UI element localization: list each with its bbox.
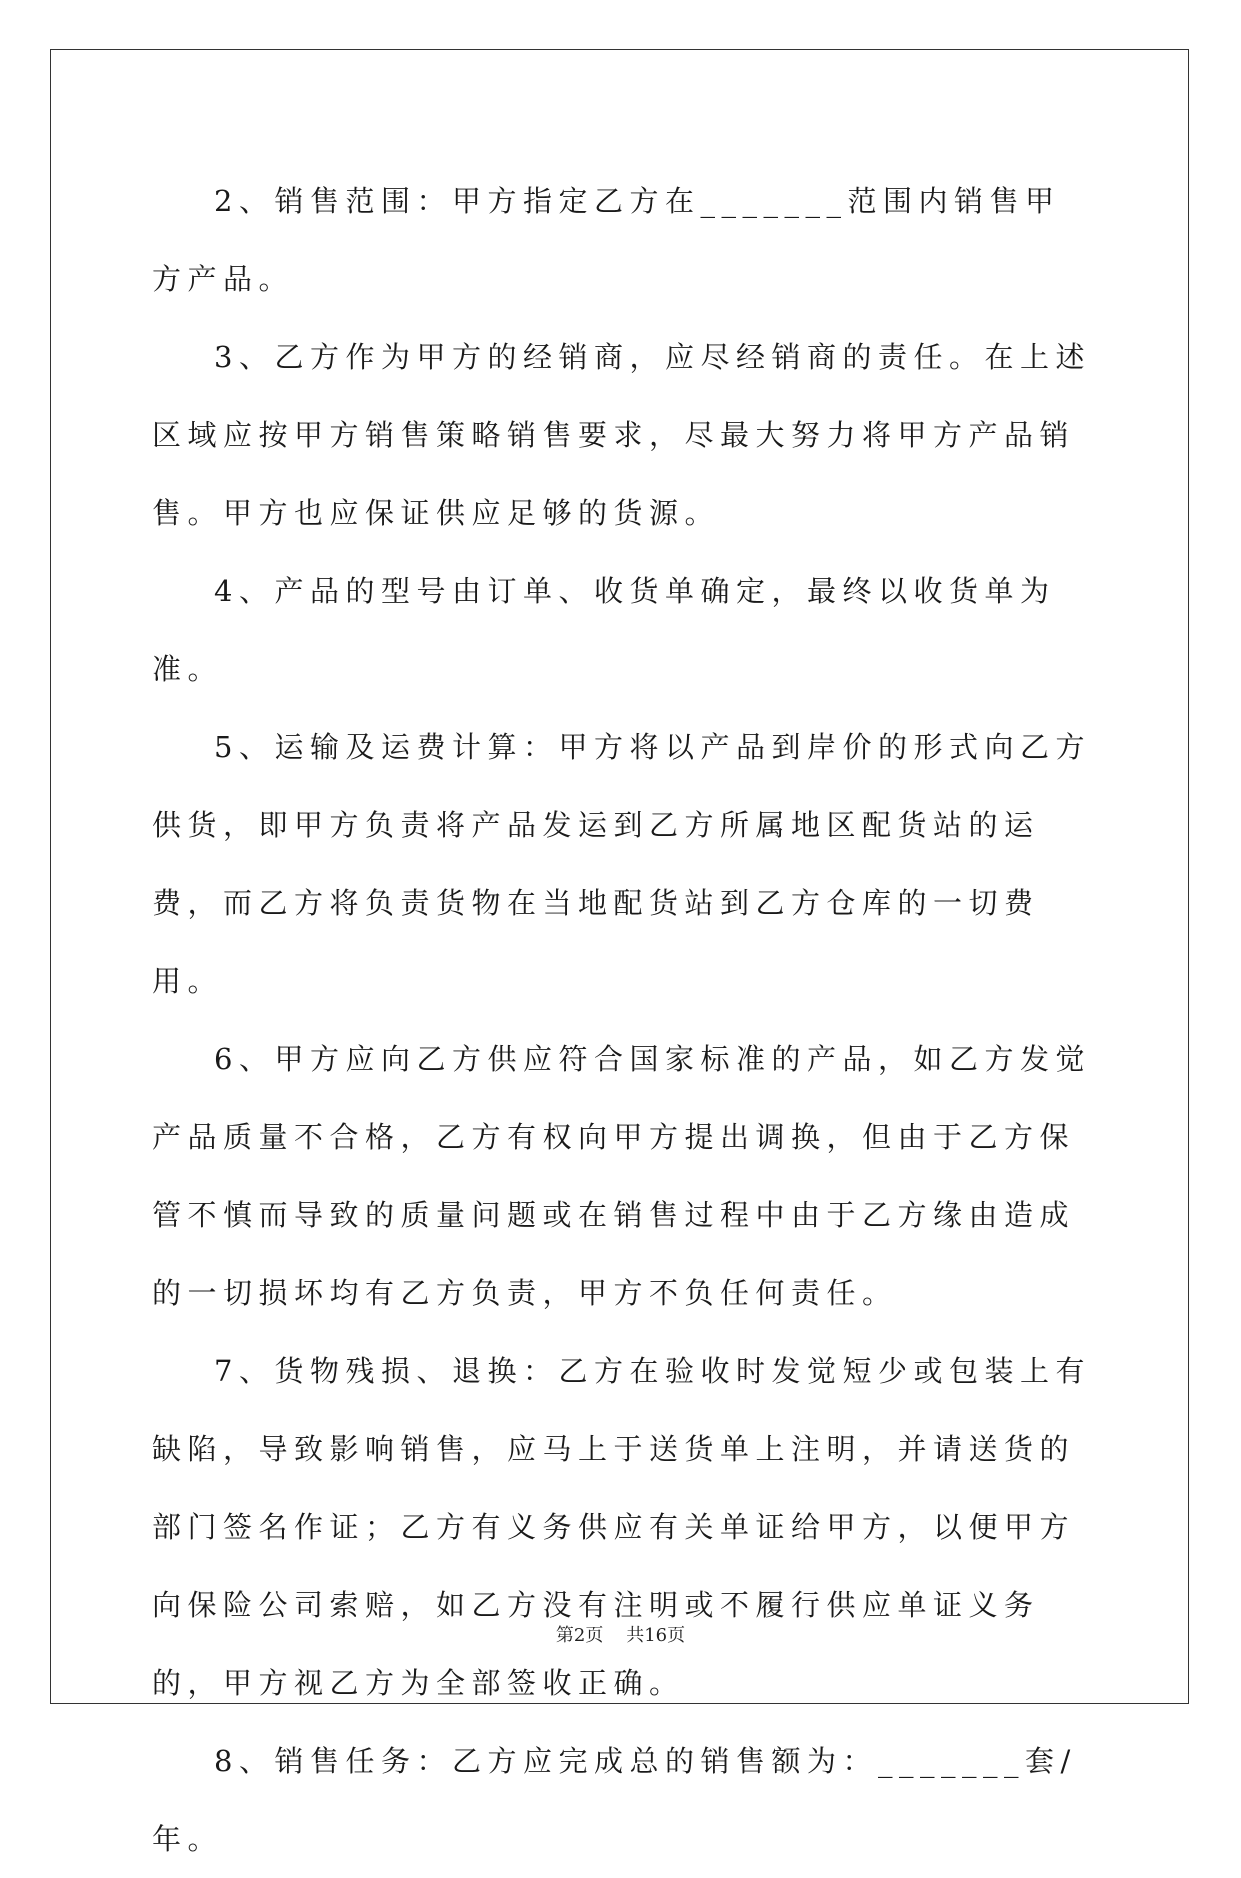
- clause-product-quality: 6、甲方应向乙方供应符合国家标准的产品，如乙方发觉产品质量不合格，乙方有权向甲方提出调换，但由于乙方保管不慎而导致的质量问题或在销售过程中由于乙方缘由造成的一切损坏均有乙方负责，甲方不负任何责任。: [152, 1042, 1091, 1310]
- clause-shipping-cost: 5、运输及运费计算：甲方将以产品到岸价的形式向乙方供货，即甲方负责将产品发运到乙方所属地区配货站的运费，而乙方将负责货物在当地配货站到乙方仓库的一切费用。: [152, 730, 1091, 998]
- page-number: 第2页: [555, 1625, 604, 1646]
- clause-distributor-duty: 3、乙方作为甲方的经销商，应尽经销商的责任。在上述区域应按甲方销售策略销售要求，尽最大努力将甲方产品销售。甲方也应保证供应足够的货源。: [152, 340, 1091, 530]
- page-total: 共16页: [626, 1625, 686, 1646]
- clause-damage-return: 7、货物残损、退换：乙方在验收时发觉短少或包装上有缺陷，导致影响销售，应马上于送货单上注明，并请送货的部门签名作证；乙方有义务供应有关单证给甲方，以便甲方向保险公司索赔，如乙方没有注明或不履行供应单证义务的，甲方视乙方为全部签收正确。: [152, 1354, 1091, 1700]
- clause-product-model: 4、产品的型号由订单、收货单确定，最终以收货单为准。: [152, 574, 1056, 686]
- clause-sales-target: 8、销售任务：乙方应完成总的销售额为：_______套/年。: [152, 1744, 1077, 1856]
- page-footer: [0, 1621, 1241, 1647]
- clause-sales-scope: 2、销售范围：甲方指定乙方在_______范围内销售甲方产品。: [152, 184, 1061, 296]
